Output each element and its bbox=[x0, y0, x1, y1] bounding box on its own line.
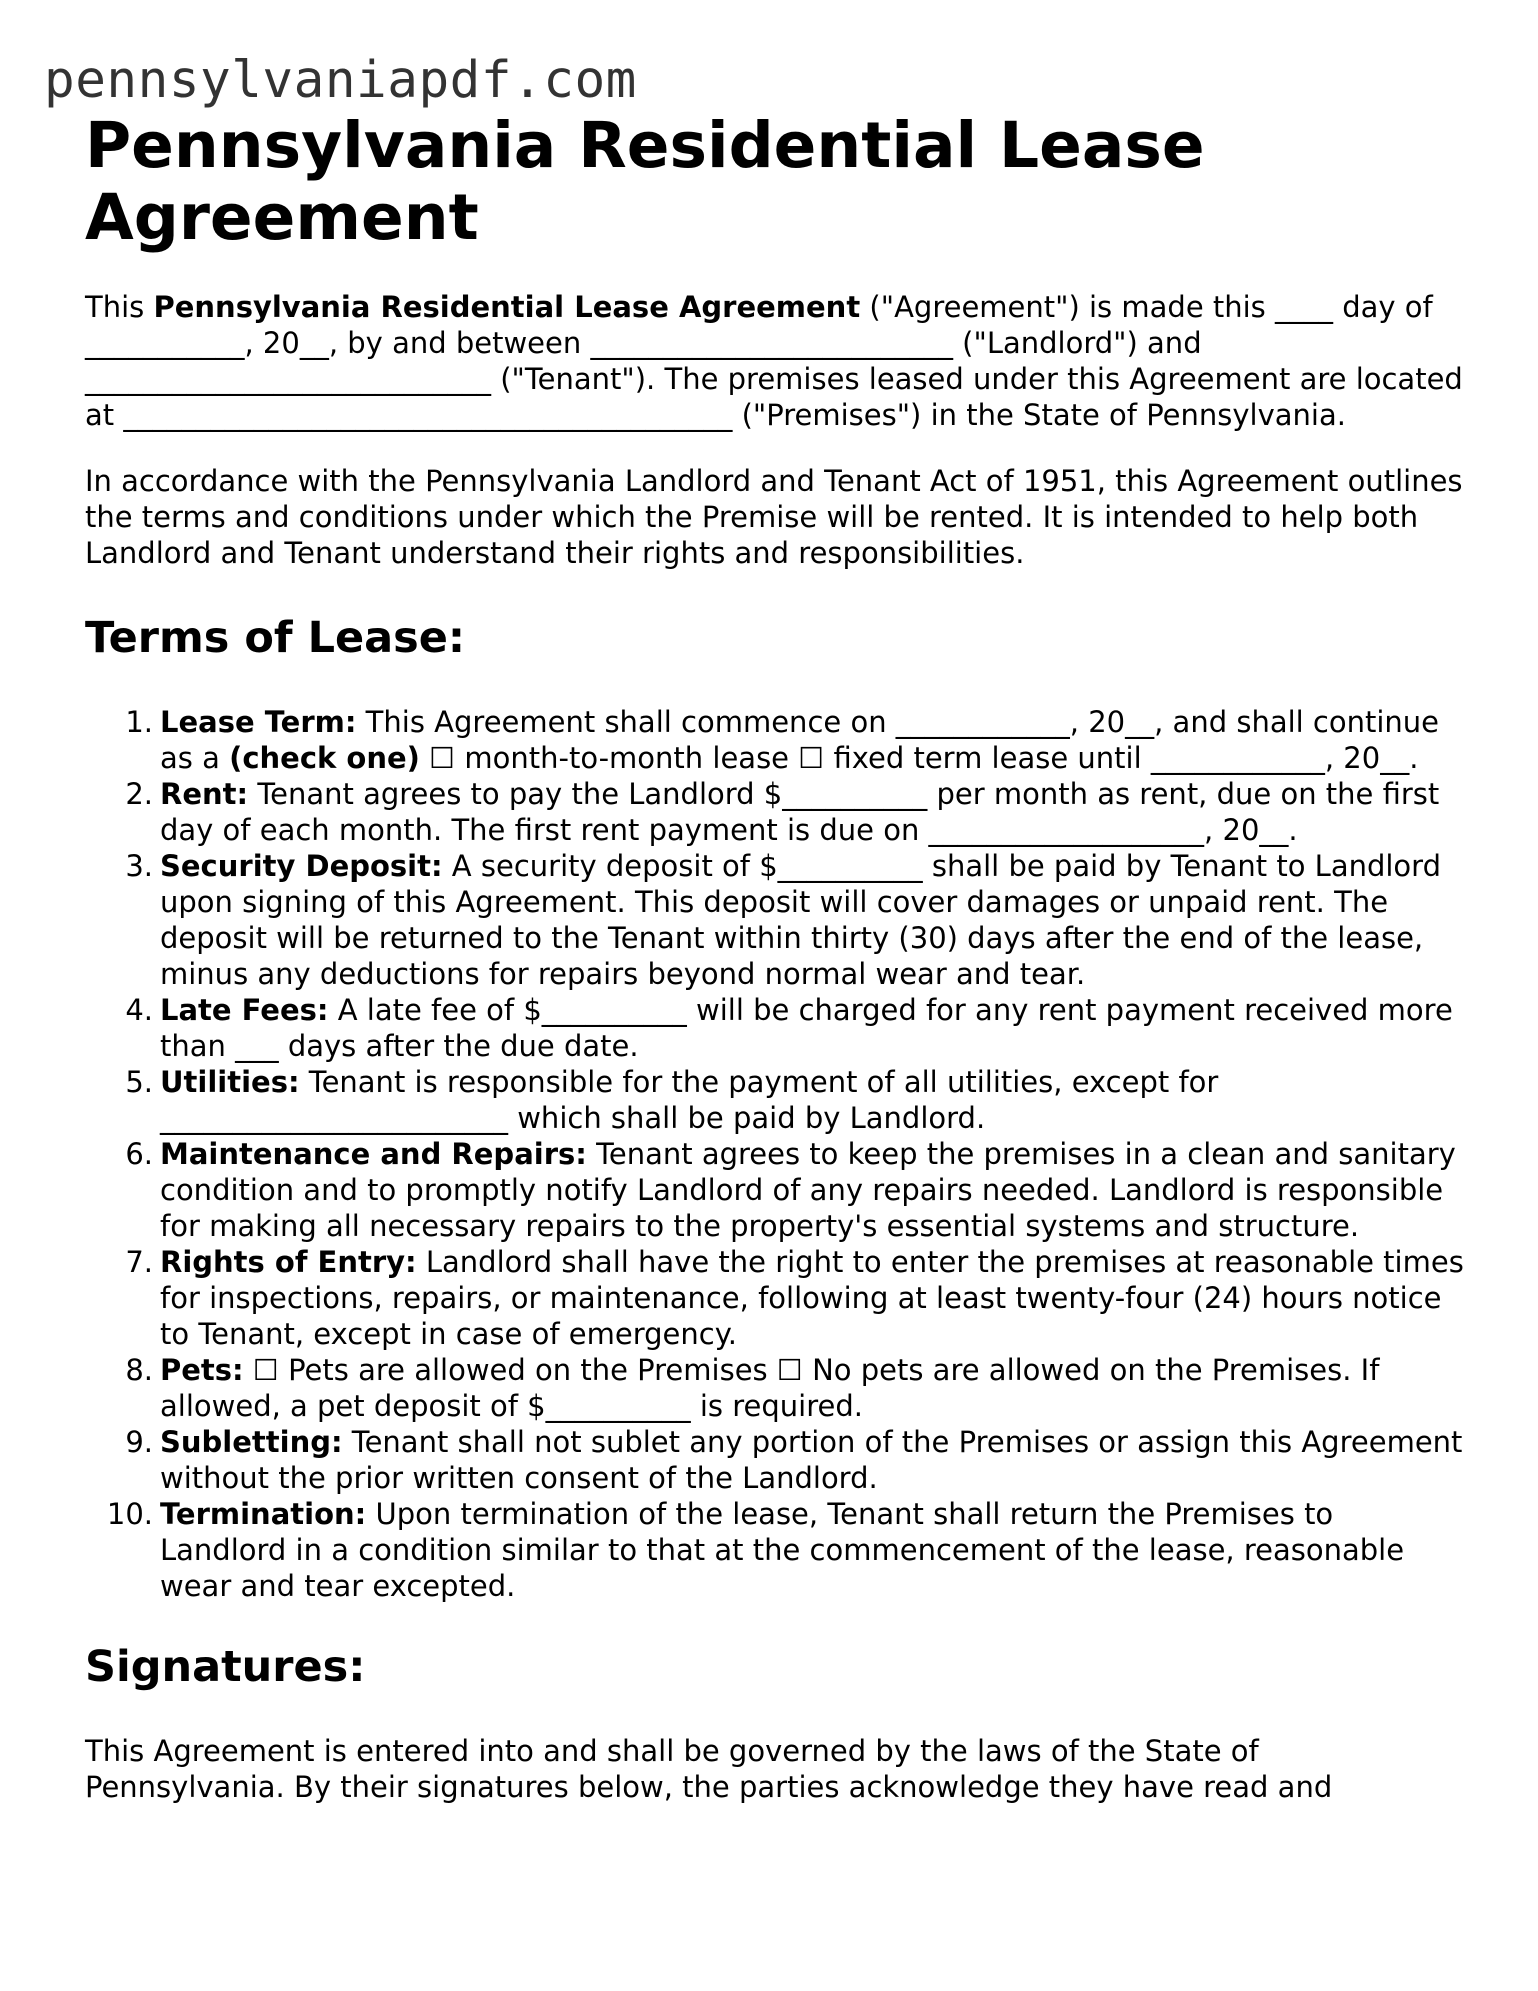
term-item-rights-of-entry bbox=[85, 1244, 1465, 1352]
document-title: Pennsylvania Residential Lease Agreement bbox=[85, 109, 1205, 254]
term-number: 7. bbox=[125, 1245, 153, 1279]
term-item-maintenance bbox=[85, 1136, 1465, 1244]
term-label: Termination: bbox=[160, 1497, 367, 1531]
accordance-paragraph: In accordance with the Pennsylvania Landlord and Tenant Act of 1951, this Agreement outlines the terms and conditions under which the Premise will be rented. It is intended to help both Landlord and Tenant understand their rights and responsibilities. bbox=[85, 464, 1463, 570]
term-text: Tenant agrees to keep the premises in a clean and sanitary condition and to promptly notify Landlord of any repairs needed. Landlord is responsible for making all necessary repairs to the property's essential systems and structure. bbox=[160, 1137, 1456, 1243]
term-number: 8. bbox=[125, 1353, 153, 1387]
term-check-one: (check one) bbox=[229, 741, 420, 775]
term-number: 10. bbox=[106, 1497, 153, 1531]
signatures-paragraph: This Agreement is entered into and shall be governed by the laws of the State of Pennsylvania. By their signatures below, the parties acknowledge they have read and bbox=[85, 1734, 1333, 1804]
term-text: A security deposit of $__________ shall be paid by Tenant to Landlord upon signing of this Agreement. This deposit will cover damages or unpaid rent. The deposit will be returned to the Tenant within thirty (30) days after the end of the lease, minus any deductions for repairs beyond normal wear and tear. bbox=[160, 849, 1441, 991]
term-label: Lease Term: bbox=[160, 705, 357, 739]
term-text: ☐ month-to-month lease ☐ fixed term lease until ____________, 20__. bbox=[419, 741, 1419, 775]
term-text: Tenant is responsible for the payment of all utilities, except for ________________________ which shall be paid by Landlord. bbox=[160, 1065, 1219, 1135]
intro-paragraph bbox=[85, 289, 1465, 433]
signatures-heading: Signatures: bbox=[85, 1642, 366, 1692]
term-item-security-deposit bbox=[85, 848, 1465, 992]
term-item-rent bbox=[85, 776, 1465, 848]
term-text: Tenant shall not sublet any portion of the Premises or assign this Agreement without the prior written consent of the Landlord. bbox=[160, 1425, 1463, 1495]
term-item-late-fees bbox=[85, 992, 1465, 1064]
term-item-subletting bbox=[85, 1424, 1465, 1496]
term-number: 9. bbox=[125, 1425, 153, 1459]
term-text: ☐ Pets are allowed on the Premises ☐ No pets are allowed on the Premises. If allowed, a pet deposit of $__________ is required. bbox=[160, 1353, 1380, 1423]
intro-bold-name: Pennsylvania Residential Lease Agreement bbox=[153, 290, 861, 324]
term-item-utilities bbox=[85, 1064, 1465, 1136]
term-number: 5. bbox=[125, 1065, 153, 1099]
term-item-lease-term bbox=[85, 704, 1465, 776]
term-number: 4. bbox=[125, 993, 153, 1027]
term-text: Upon termination of the lease, Tenant shall return the Premises to Landlord in a condition similar to that at the commencement of the lease, reasonable wear and tear excepted. bbox=[160, 1497, 1405, 1603]
watermark: pennsylvaniapdf.com bbox=[44, 51, 637, 110]
term-number: 2. bbox=[125, 777, 153, 811]
intro-rest: ("Agreement") is made this ____ day of ___________, 20__, by and between _________________________ ("Landlord") and ____________________________ ("Tenant"). The premises leased under this Agreement are located at __________________________________________ ("Premises") in the State of Pennsylvania. bbox=[85, 290, 1463, 432]
intro-prefix: This bbox=[85, 290, 154, 324]
term-item-termination bbox=[85, 1496, 1465, 1604]
term-label: Rights of Entry: bbox=[160, 1245, 417, 1279]
term-label: Late Fees: bbox=[160, 993, 329, 1027]
document-page bbox=[85, 110, 1465, 1805]
term-number: 3. bbox=[125, 849, 153, 883]
term-label: Subletting: bbox=[160, 1425, 343, 1459]
terms-list bbox=[85, 704, 1465, 1604]
term-text: This Agreement shall commence on ____________, 20__, and shall continue as a bbox=[160, 705, 1440, 775]
term-item-pets bbox=[85, 1352, 1465, 1424]
term-label: Maintenance and Repairs: bbox=[160, 1137, 587, 1171]
term-text: A late fee of $__________ will be charged for any rent payment received more than ___ days after the due date. bbox=[160, 993, 1453, 1063]
term-text: Tenant agrees to pay the Landlord $__________ per month as rent, due on the first day of each month. The first rent payment is due on ___________________, 20__. bbox=[160, 777, 1440, 847]
term-text: Landlord shall have the right to enter the premises at reasonable times for inspections, repairs, or maintenance, following at least twenty-four (24) hours notice to Tenant, except in case of emergency. bbox=[160, 1245, 1464, 1351]
term-number: 1. bbox=[125, 705, 153, 739]
term-label: Security Deposit: bbox=[160, 849, 443, 883]
term-label: Utilities: bbox=[160, 1065, 300, 1099]
term-label: Pets: bbox=[160, 1353, 244, 1387]
term-label: Rent: bbox=[160, 777, 249, 811]
term-number: 6. bbox=[125, 1137, 153, 1171]
terms-heading: Terms of Lease: bbox=[85, 613, 466, 663]
